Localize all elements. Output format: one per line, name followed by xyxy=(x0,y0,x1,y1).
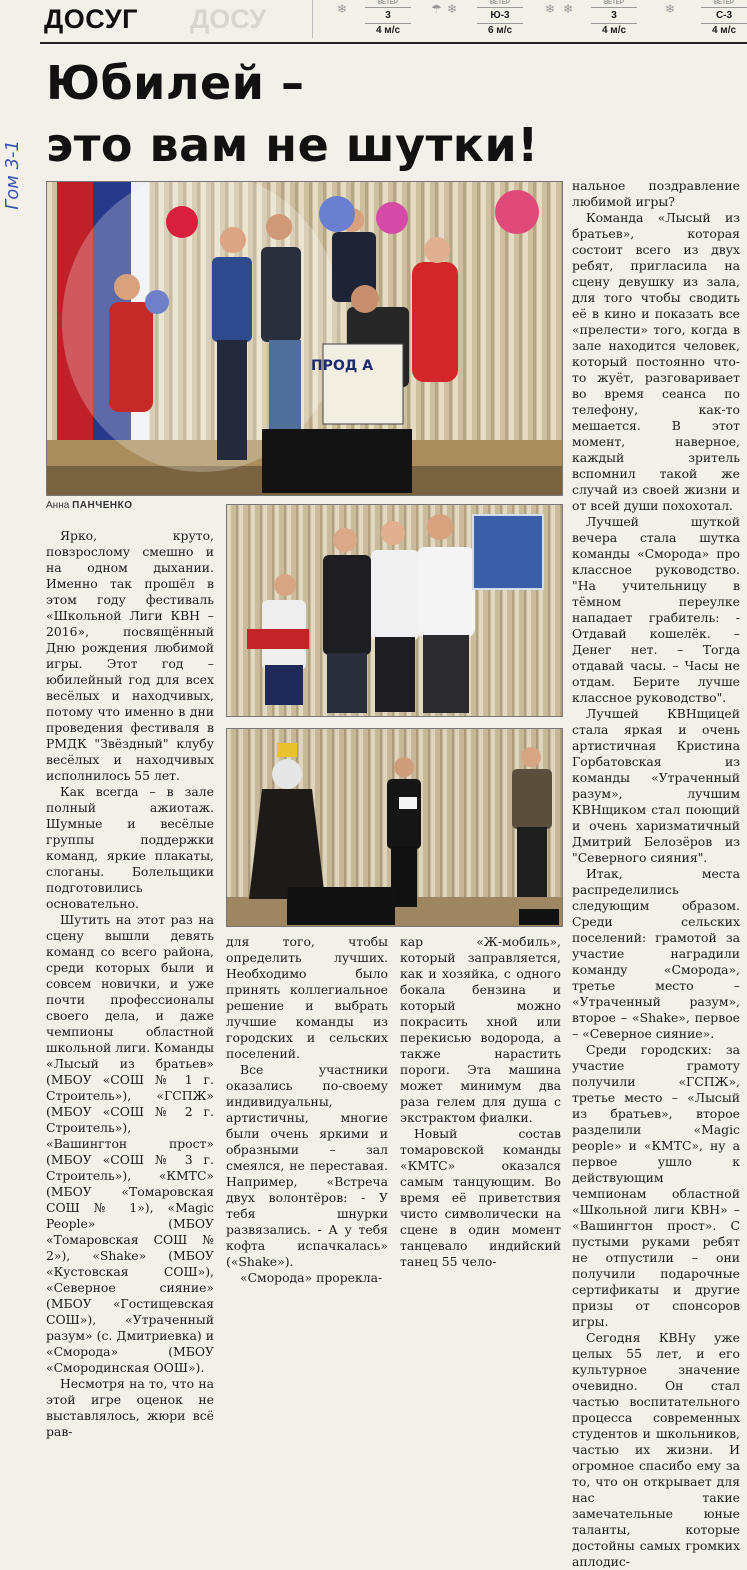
weather-cell: ВЕТЕР 3 4 м/с xyxy=(591,0,637,38)
sign-text: ПРОД А xyxy=(310,358,374,374)
paragraph: Ярко, круто, повзрослому смешно и на одном дыхании. Именно так прошёл в этом году фестиваль «Школьной Лиги КВН – 2016», посвящённый Дню рождения любимой игры. Этот год – юбилейный год для всех весёлых и находчивых, потому что именно в дни проведения фестиваля в РМДК "Звёздный" клубу весёлых и находчивых исполнилось 55 лет. xyxy=(46,528,214,783)
article-column-4 xyxy=(572,178,740,1570)
snowflake-icon: ❄ xyxy=(563,2,574,16)
paragraph: Шутить на этот раз на сцену вышли девять команд со всего района, среди которых были и совсем новички, и уже почти профессионалы своего дела, и даже чемпионы областной школьной лиги. Команды «Лысый из братьев» (МБОУ «СОШ № 1 г. Строитель»), «ГСПЖ» (МБОУ «СОШ № 2 г. Строитель»), «Вашингтон прост» (МБОУ «СОШ № 3 г. Строитель»), «КМТС» (МБОУ «Томаровская СОШ № 1»), «Magic People» (МБОУ «Томаровская СОШ № 2»), «Shake» (МБОУ «Кустовская СОШ»), «Северное сияние» (МБОУ «Гостищевская СОШ»), «Утраченный разум» (с. Дмитриевка) и «Сморода» (МБОУ «Смородинская ООШ»). xyxy=(46,912,214,1375)
paragraph: Лучшей КВНщицей стала яркая и очень артистичная Кристина Горбатовская из команды «Утраченный разум», лучшим КВНщиком стал поющий и очень харизматичный Дмитрий Белозёров из "Северного сияния". xyxy=(572,706,740,865)
article-column-3 xyxy=(400,934,561,1270)
paragraph: Итак, места распределились следующим образом. Среди сельских поселений: грамотой за участие наградили команду «Смородa», третье место – «Утраченный разум», второе – «Shake», первое – «Северное сияние». xyxy=(572,866,740,1041)
photo-credit xyxy=(46,500,133,511)
paragraph: «Сморода» прорекла- xyxy=(240,1270,383,1285)
stage-photo-illustration xyxy=(47,182,562,495)
paragraph: нальное поздравление любимой игры? xyxy=(572,178,740,209)
rain-icon: ☂ xyxy=(431,2,442,16)
photo-stage-main xyxy=(46,181,563,496)
paragraph: Новый состав томаровской команды «КМТС» оказался самым танцующим. Во время её приветствия чисто символически на сцене в один момент танцевало индийский танец 55 чело- xyxy=(400,1126,561,1269)
snowflake-icon: ❄ xyxy=(545,2,556,16)
hosts-photo-illustration xyxy=(227,505,562,716)
paragraph: Лучшей шуткой вечера стала шутка команды «Сморода» про классное руководство. "На учительницу в тёмном переулке нападает грабитель: - Отдавай кошелёк. – Денег нет. – Тогда отдавай часы. – Часы не отдам. Берите лучше классное руководство". xyxy=(572,514,740,705)
headline-line-1: Юбилей – xyxy=(46,56,305,110)
header-rule xyxy=(40,42,747,44)
paragraph: Несмотря на то, что на этой игре оценок не выставлялось, жюри всё рав- xyxy=(46,1376,214,1439)
weather-cell: ВЕТЕР 3 4 м/с xyxy=(365,0,411,38)
snowflake-icon: ❄ xyxy=(447,2,458,16)
snowflake-icon: ❄ xyxy=(665,2,676,16)
paragraph: Среди городских: за участие грамоту получили «ГСПЖ», третье место – «Лысый из братьев», второе разделили «Magic people» и «КМТС», ну а первое ушло к действующим чемпионам областной «Школьной лиги КВН» – «Вашингтон прост». С пустыми руками ребят не отпустили – они получили подарочные сертификаты и другие призы от спонсоров игры. xyxy=(572,1042,740,1329)
article-column-2 xyxy=(226,934,388,1286)
handwritten-note: Гом 3-1 xyxy=(2,140,23,210)
paragraph: Все участники оказались по-своему индивидуальны, артистичны, многие были очень яркими и образными – зал смеялся, не переставая. Например, «Встреча двух волонтёров: - У тебя шнурки развязались. - А у тебя кофта испачкалась» («Shake»). xyxy=(226,1062,388,1269)
snowflake-icon: ❄ xyxy=(337,2,348,16)
performance-photo-illustration xyxy=(227,729,562,926)
weather-cell: ВЕТЕР Ю-3 6 м/с xyxy=(477,0,523,38)
paragraph: для того, чтобы определить лучших. Необходимо было принять коллегиальное решение и выбрать лучшие команды из городских и сельских поселений. xyxy=(226,934,388,1061)
section-title-ghost: ДОСУ xyxy=(190,4,267,34)
section-title: ДОСУГ xyxy=(44,4,138,34)
photo-stage-hosts xyxy=(226,504,563,717)
headline-line-2: это вам не шутки! xyxy=(46,118,539,172)
weather-cell: ВЕТЕР С-3 4 м/с xyxy=(701,0,747,38)
paragraph: Команда «Лысый из братьев», которая состоит всего из двух ребят, пригласила на сцену девушку из зала, для того чтобы сводить её в кино и показать все «прелести» того, когда в зале находится человек, который постоянно что-то жуёт, разговаривает во время сеанса по телефону, как-то мешается. В этот момент, наверное, каждый зритель вспомнил такой же случай из своей жизни и от всей души похохотал. xyxy=(572,210,740,513)
weather-strip xyxy=(312,0,747,38)
credit-last-name: ПАНЧЕНКО xyxy=(72,500,133,511)
paragraph: Как всегда – в зале полный ажиотаж. Шумные и весёлые группы поддержки команд, яркие плакаты, слоганы. Болельщики подготовились основательно. xyxy=(46,784,214,911)
credit-first-name: Анна xyxy=(46,500,70,511)
photo-stage-performance xyxy=(226,728,563,927)
article-column-1 xyxy=(46,528,214,1440)
paragraph: Сегодня КВНу уже целых 55 лет, и его культурное значение очевидно. Он стал частью воспитательного процесса современных студентов и школьников, частью их жизни. И огромное спасибо ему за то, что он открывает для нас такие замечательные юные таланты, которые достойны самых громких аплодис- xyxy=(572,1330,740,1569)
paragraph: кар «Ж-мобиль», который заправляется, как и хозяйка, с одного бокала бензина и который можно покрасить хной или перекисью водорода, а также нарастить пороги. Эта машина может минимум два раза гелем для душа с экстрактом фиалки. xyxy=(400,934,561,1125)
